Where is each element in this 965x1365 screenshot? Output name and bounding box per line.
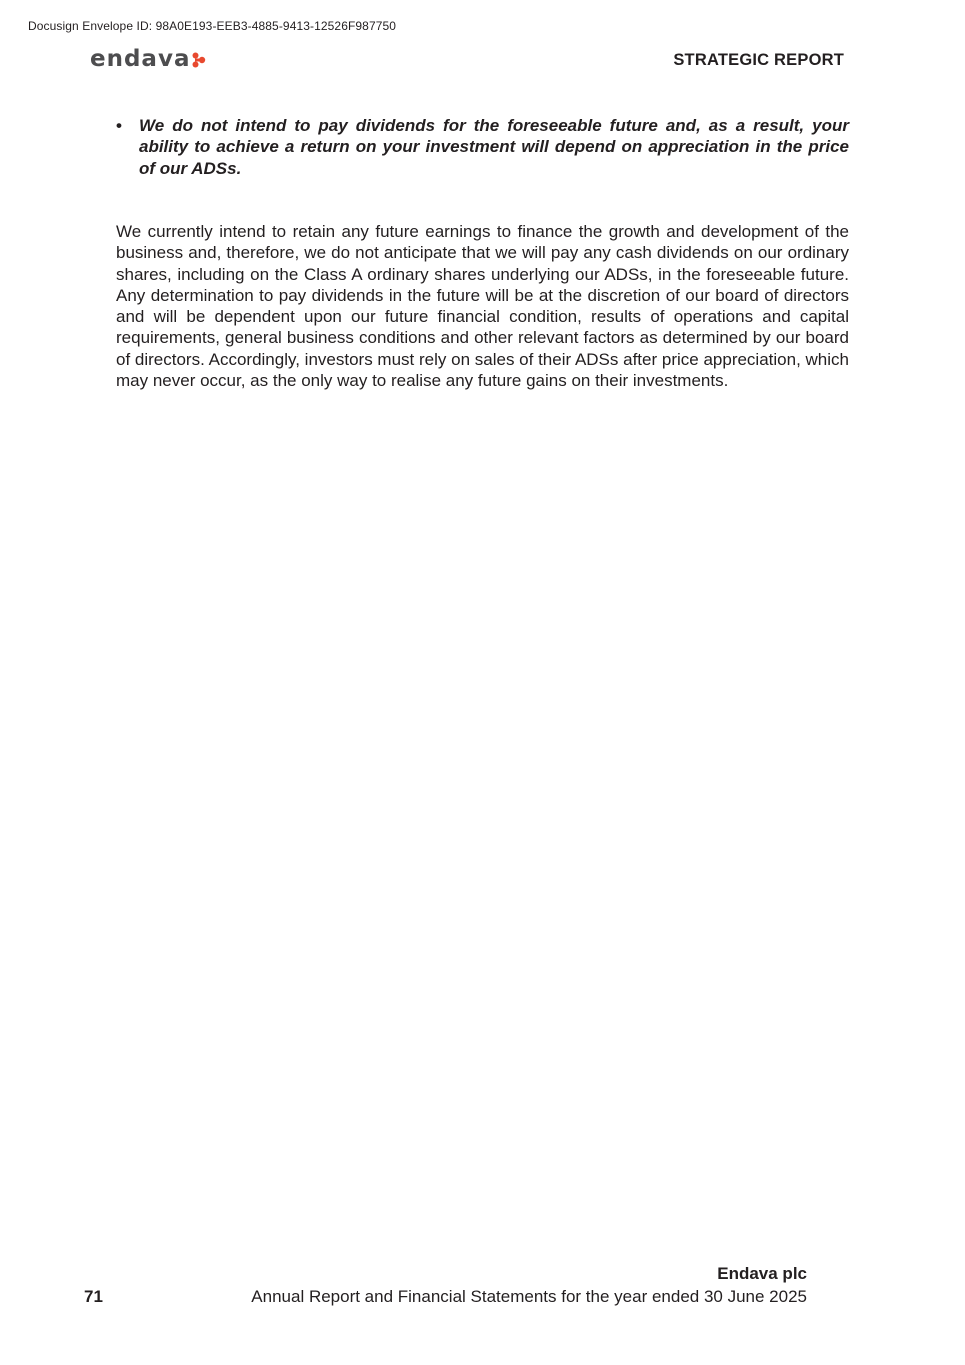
endava-logo [90,44,206,74]
docusign-envelope-id: Docusign Envelope ID: 98A0E193-EEB3-4885-9413-12526F987750 [28,19,397,33]
page-number: 71 [84,1287,103,1306]
footer-company-name: Endava plc [717,1264,807,1283]
risk-factor-bullet [116,115,849,179]
footer-report-title: Annual Report and Financial Statements for the year ended 30 June 2025 [251,1287,807,1306]
risk-factor-heading: We do not intend to pay dividends for the foreseeable future and, as a result, your ability to achieve a return on your investment will depend on appreciation in the price of our ADSs. [139,116,849,178]
bullet-point-icon: • [116,116,122,135]
logo-mark-icon [192,52,206,68]
logo-wordmark: endava [90,45,191,72]
section-title: STRATEGIC REPORT [673,51,844,69]
body-paragraph: We currently intend to retain any future earnings to finance the growth and development of the business and, therefore, we do not anticipate that we will pay any cash dividends on our ordinary shares, including on the Class A ordinary shares underlying our ADSs, in the foreseeable future. Any determination to pay dividends in the future will be at the discretion of our board of directors and will be dependent upon our future financial condition, results of operations and capital requirements, general business conditions and other relevant factors as determined by our board of directors. Accordingly, investors must rely on sales of their ADSs after price appreciation, which may never occur, as the only way to realise any future gains on their investments. [116,222,849,391]
